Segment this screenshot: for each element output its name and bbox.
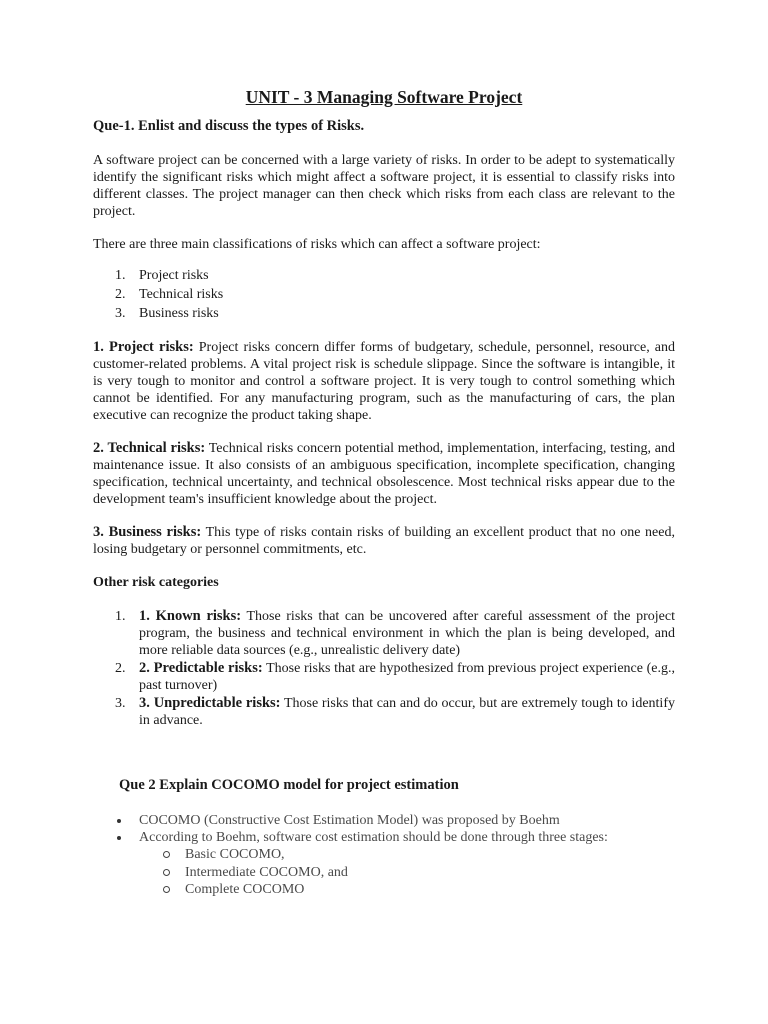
list-item: 2. Technical risks <box>115 287 224 302</box>
circle-bullet-icon <box>163 886 170 893</box>
list-item: 2. 2. Predictable risks: Those risks that are hypothesized from previous project experience (e.g., past turnover) <box>115 660 675 693</box>
list-item: 3. Business risks <box>115 306 219 321</box>
list-item: 1. Project risks <box>115 268 209 283</box>
question-2-heading: Que 2 Explain COCOMO model for project estimation <box>119 777 459 793</box>
page-title: UNIT - 3 Managing Software Project <box>245 87 523 107</box>
technical-risks-paragraph: 2. Technical risks: Technical risks concern potential method, implementation, interfacing, testing, and maintenance issue. It also consists of an ambiguous specification, incomplete specification, changing specification, technical uncertainty, and technical obsolescence. Most technical risks appear due to the development team's insufficient knowledge about the project. <box>93 440 675 507</box>
list-item: COCOMO (Constructive Cost Estimation Model) was proposed by Boehm <box>93 812 675 829</box>
list-item: Complete COCOMO <box>139 881 675 899</box>
cocomo-stage-list <box>139 846 675 899</box>
project-risks-paragraph: 1. Project risks: Project risks concern differ forms of budgetary, schedule, personnel, resource, and customer-related problems. A vital project risk is schedule slippage. Since the software is intangible, it is very tough to monitor and control a software project. It is very tough to control something which cannot be identified. For any manufacturing program, such as the manufacturing of cars, the plan executive can recognize the product taking shape. <box>93 339 675 423</box>
business-risks-paragraph: 3. Business risks: This type of risks contain risks of building an excellent product that no one need, losing budgetary or personnel commitments, etc. <box>93 524 675 557</box>
bullet-icon <box>117 819 121 823</box>
other-risk-list <box>93 608 675 729</box>
list-item: According to Boehm, software cost estimation should be done through three stages: Basic COCOMO, Intermediate COCOMO, and Complete COCOMO <box>93 829 675 899</box>
circle-bullet-icon <box>163 869 170 876</box>
document-body <box>93 86 675 899</box>
list-item: Intermediate COCOMO, and <box>139 864 675 882</box>
question-1-heading: Que-1. Enlist and discuss the types of Risks. <box>93 118 365 134</box>
intro-paragraph: A software project can be concerned with a large variety of risks. In order to be adept to systematically identify the significant risks which might affect a software project, it is essential to classify risks into different classes. The project manager can then check which risks from each class are relevant to the project. <box>93 153 675 219</box>
risk-type-list <box>93 267 675 324</box>
technical-risks-lead: 2. Technical risks: <box>93 440 206 456</box>
list-item: Basic COCOMO, <box>139 846 675 864</box>
classification-intro: There are three main classifications of risks which can affect a software project: <box>93 237 541 252</box>
other-risk-heading: Other risk categories <box>93 575 219 590</box>
project-risks-lead: 1. Project risks: <box>93 339 194 355</box>
list-item: 3. 3. Unpredictable risks: Those risks that can and do occur, but are extremely tough to identify in advance. <box>115 695 675 728</box>
list-item: 1. 1. Known risks: Those risks that can be uncovered after careful assessment of the project program, the business and technical environment in which the plan is being developed, and more reliable data sources (e.g., unrealistic delivery date) <box>115 608 675 658</box>
cocomo-bullet-list <box>93 812 675 899</box>
circle-bullet-icon <box>163 851 170 858</box>
business-risks-lead: 3. Business risks: <box>93 524 202 540</box>
bullet-icon <box>117 836 121 840</box>
